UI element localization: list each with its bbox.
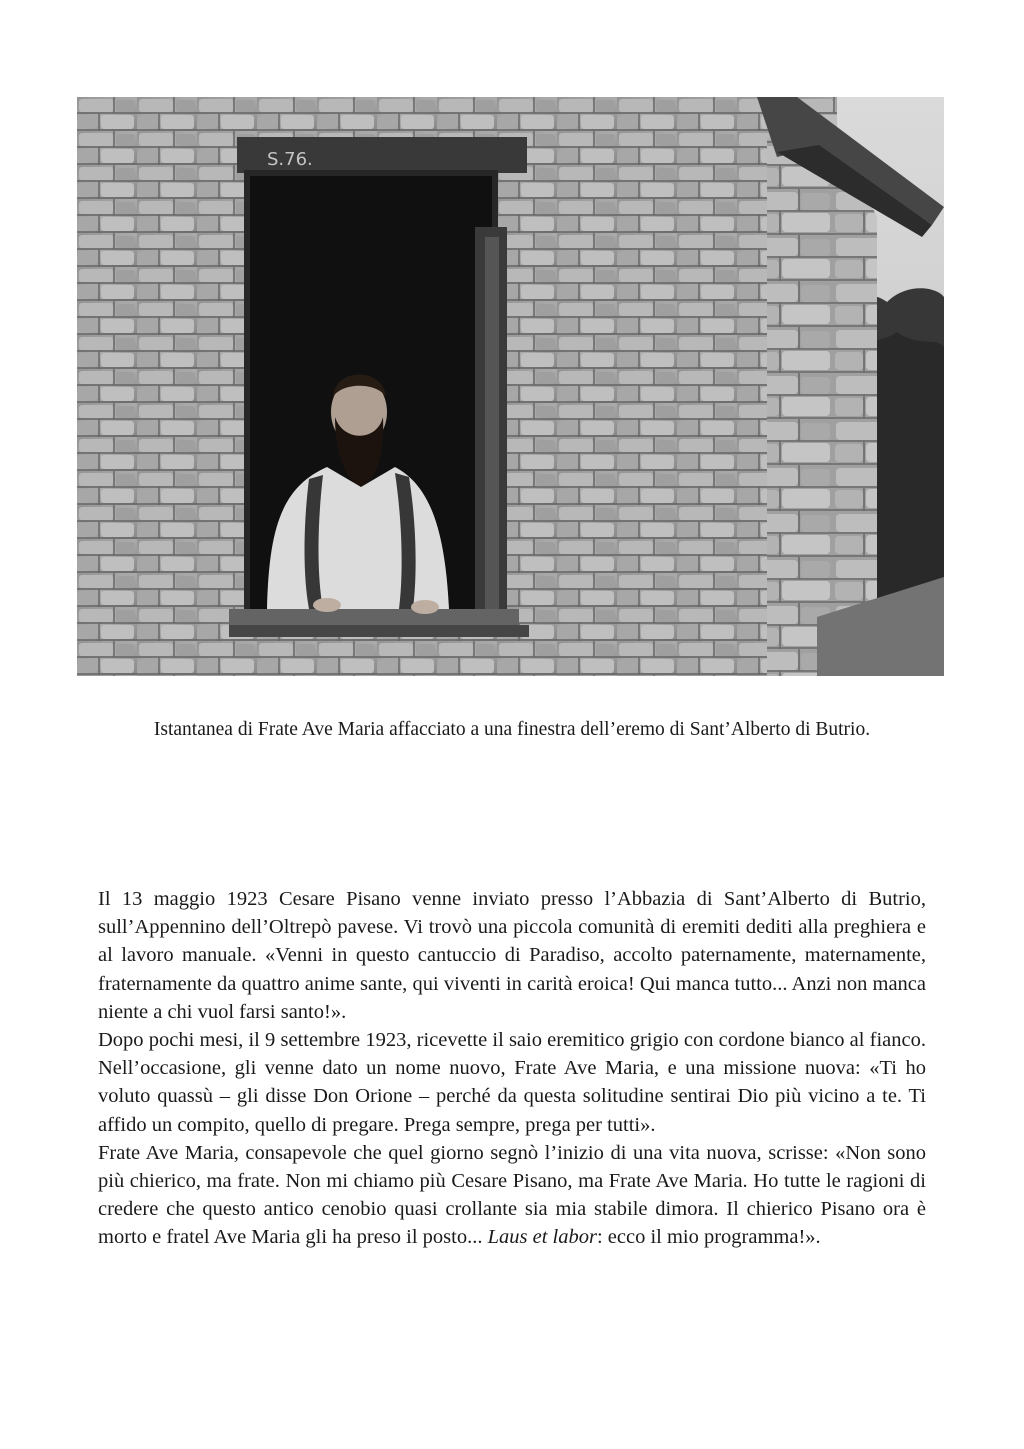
hermitage-photo-drawing: [77, 97, 944, 676]
paragraph-3: [98, 1139, 926, 1252]
latin-motto: Laus et labor: [487, 1226, 597, 1249]
paragraph-2: Dopo pochi mesi, il 9 settembre 1923, ricevette il saio eremitico grigio con cordone bianco al fianco. Nell’occasione, gli venne dato un nome nuovo, Frate Ave Maria, e una missione nuova: «Ti ho voluto quassù – gli disse Don Orione – perché da questa solitudine sentirai Dio più vicino a te. Ti affido un compito, quello di pregare. Prega sempre, prega per tutti».: [98, 1029, 926, 1136]
lintel-inscription: S.76.: [267, 149, 313, 170]
paragraph-3-end: : ecco il mio programma!».: [596, 1226, 821, 1249]
article-body: [98, 885, 926, 1252]
paragraph-1: Il 13 maggio 1923 Cesare Pisano venne inviato presso l’Abbazia di Sant’Alberto di Butrio, sull’Appennino dell’Oltrepò pavese. Vi trovò una piccola comunità di eremiti dediti alla preghiera e al lavoro manuale. «Venni in questo cantuccio di Paradiso, accolto paternamente, maternamente, fraternamente da quattro anime sante, qui viventi in carità eroica! Qui manca tutto... Anzi non manca niente a chi vuol farsi santo!».: [98, 888, 926, 1023]
figure-caption: Istantanea di Frate Ave Maria affacciato a una finestra dell’eremo di Sant’Alberto di Butrio.: [153, 719, 871, 740]
hermitage-photo: [77, 97, 944, 676]
paragraph-3-start: Frate Ave Maria, consapevole che quel giorno segnò l’inizio di una vita nuova, scrisse: «Non sono più chierico, ma frate. Non mi chiamo più Cesare Pisano, ma Frate Ave Maria. Ho tutte le ragioni di credere che questo antico cenobio quasi crollante sia mia stabile dimora. Il chierico Pisano ora è morto e fratel Ave Maria gli ha preso il posto...: [98, 1141, 926, 1249]
